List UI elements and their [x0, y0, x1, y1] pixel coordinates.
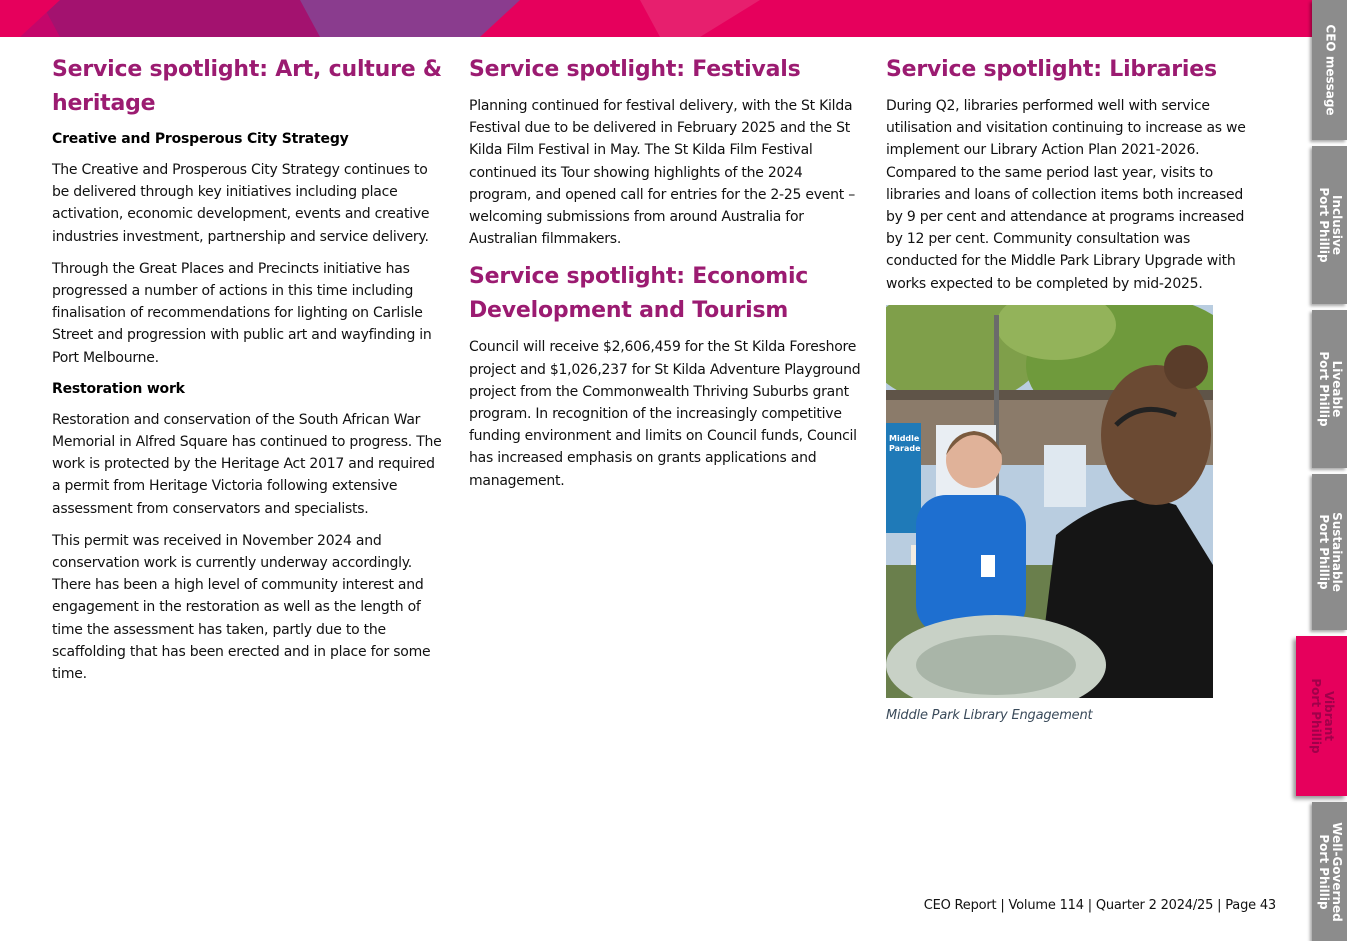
top-banner: [0, 0, 1312, 37]
heading-libraries: Service spotlight: Libraries: [886, 57, 1217, 82]
tab-label: CEO message: [1323, 24, 1337, 116]
paragraph: Council will receive $2,606,459 for the St Kilda Foreshore project and $1,026,237 for St Kilda Adventure Playground project from the Commonwealth Thriving Suburbs grant program. In recognition of the increasingly competitive funding environment and limits on Council funds, Council has increased emphasis on grants applications and management.: [469, 339, 861, 489]
heading-art-culture-heritage: Service spotlight: Art, culture & heritage: [52, 57, 442, 116]
paragraph: This permit was received in November 2024 and conservation work is currently underway accordingly. There has been a high level of community interest and engagement in the restoration as well as the length of time the assessment has taken, partly due to the scaffolding that has been erected and in place for some time.: [52, 532, 431, 683]
tab-label: Vibrant Port Phillip: [1308, 678, 1336, 754]
tab-label: Inclusive Port Phillip: [1316, 187, 1344, 263]
photo-illustration: [886, 305, 1213, 698]
column-libraries: [886, 53, 1258, 726]
heading-economic-development: Service spotlight: Economic Development and Tourism: [469, 264, 809, 324]
side-tabs: [1308, 0, 1347, 941]
subheading-creative-strategy: Creative and Prosperous City Strategy: [52, 131, 349, 147]
paragraph: The Creative and Prosperous City Strategy continues to be delivered through key initiatives including place activation, economic development, events and creative industries investment, partnership and service delivery.: [52, 162, 430, 245]
tab-inclusive-port-phillip[interactable]: [1312, 146, 1347, 304]
tab-liveable-port-phillip[interactable]: [1312, 310, 1347, 468]
sign-text-line: Middle: [889, 433, 920, 443]
tab-sustainable-port-phillip[interactable]: [1312, 474, 1347, 630]
page-footer: CEO Report | Volume 114 | Quarter 2 2024/25 | Page 43: [923, 898, 1276, 913]
tab-vibrant-port-phillip[interactable]: [1296, 636, 1347, 796]
banner-graphic: [0, 0, 1312, 37]
tab-ceo-message[interactable]: [1312, 0, 1347, 140]
heading-festivals: Service spotlight: Festivals: [469, 57, 801, 82]
tab-label: Well-Governed Port Phillip: [1316, 821, 1344, 922]
subheading-restoration-work: Restoration work: [52, 380, 185, 397]
photo-caption: Middle Park Library Engagement: [886, 707, 1093, 723]
column-art-culture-heritage: [52, 53, 444, 695]
tab-label: Liveable Port Phillip: [1316, 351, 1344, 427]
paragraph: During Q2, libraries performed well with service utilisation and visitation continuing to increase as we implement our Library Action Plan 2021-2026. Compared to the same period last year, visits to libraries and loans of collection items both increased by 9 per cent and attendance at programs increased by 12 per cent. Community consultation was conducted for the Middle Park Library Upgrade with works expected to be completed by mid-2025.: [886, 98, 1246, 292]
sign-text-line: Parade: [889, 443, 921, 453]
tab-label: Sustainable Port Phillip: [1316, 512, 1344, 592]
sign-text: [889, 434, 921, 453]
paragraph: Restoration and conservation of the South African War Memorial in Alfred Square has continued to progress. The work is protected by the Heritage Act 2017 and required a permit from Heritage Victoria following extensive assessment from conservators and specialists.: [52, 411, 442, 517]
tab-well-governed-port-phillip[interactable]: [1312, 802, 1347, 941]
library-engagement-photo: [886, 305, 1213, 698]
column-festivals-economic: [469, 53, 861, 502]
paragraph: Planning continued for festival delivery, with the St Kilda Festival due to be delivered in February 2025 and the St Kilda Film Festival in May. The St Kilda Film Festival continued its Tour showing highlights of the 2024 program, and opened call for entries for the 2-25 event – welcoming submissions from around Australia for Australian filmmakers.: [469, 98, 855, 248]
paragraph: Through the Great Places and Precincts initiative has progressed a number of actions in this time including finalisation of recommendations for lighting on Carlisle Street and progression with public art and wayfinding in Port Melbourne.: [52, 260, 432, 366]
